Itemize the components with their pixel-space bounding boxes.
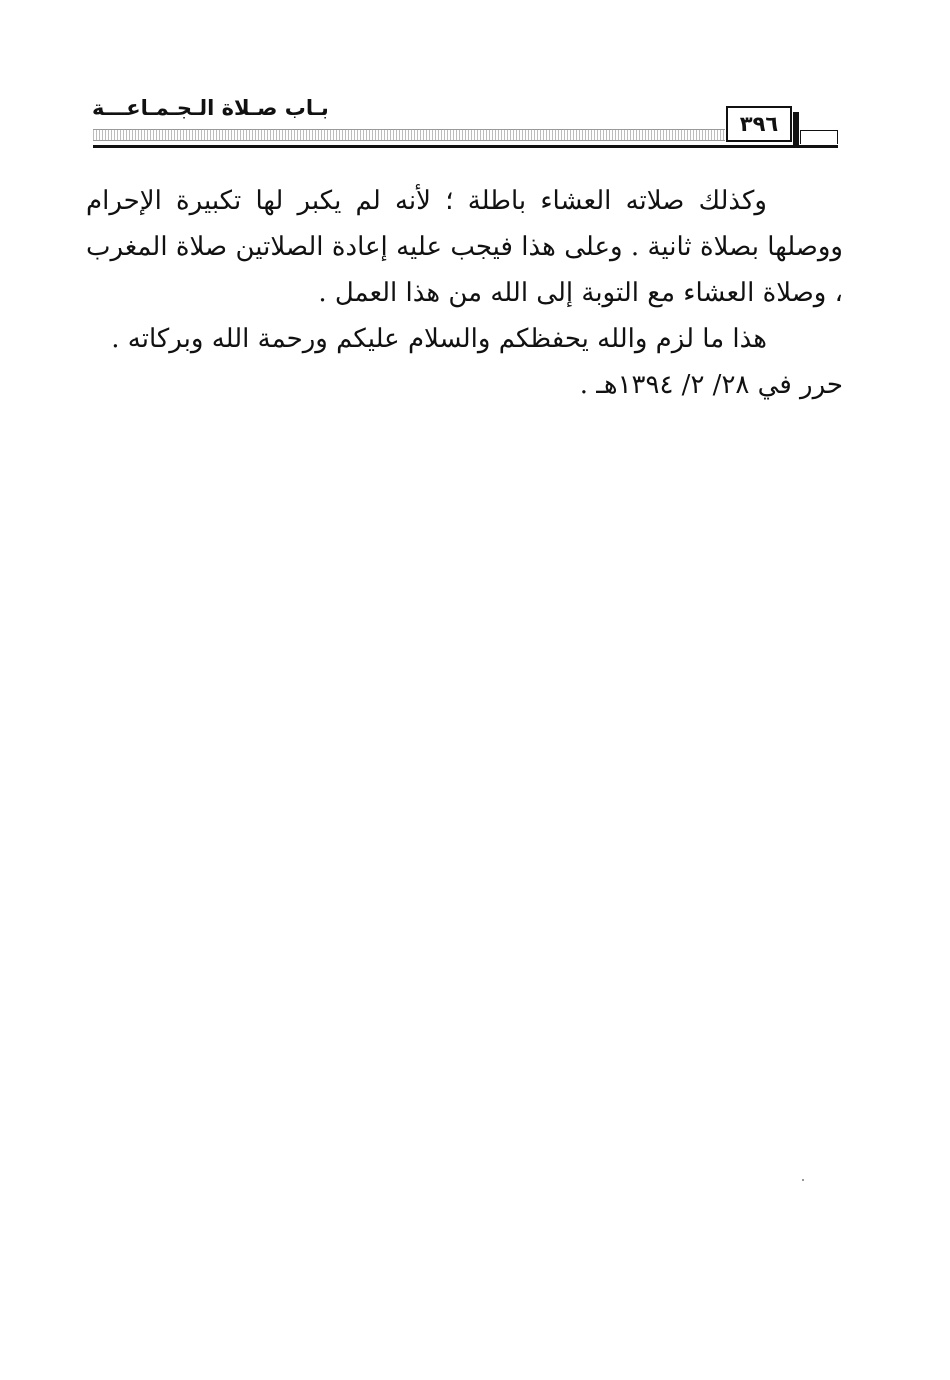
scan-speck [802,1179,804,1181]
chapter-title: بـاب صـلاة الـجـمـاعـــة [92,96,329,120]
running-header [0,0,950,160]
header-solid-rule [93,145,838,148]
header-dotted-rule [93,129,725,141]
body-text [86,178,843,408]
header-corner-tab [800,130,838,144]
page-number: ٣٩٦ [726,106,792,142]
dateline: حرر في ٢٨/ ٢/ ١٣٩٤هـ . [579,370,843,400]
paragraph: وكذلك صلاته العشاء باطلة ؛ لأنه لم يكبر لها تكبيرة الإحرام ووصلها بصلاة ثانية . وعلى هذا فيجب عليه إعادة الصلاتين صلاة المغرب ، وصلاة العشاء مع التوبة إلى الله من هذا العمل . [86,186,843,308]
closing-paragraph: هذا ما لزم والله يحفظكم والسلام عليكم ورحمة الله وبركاته . [111,324,767,354]
